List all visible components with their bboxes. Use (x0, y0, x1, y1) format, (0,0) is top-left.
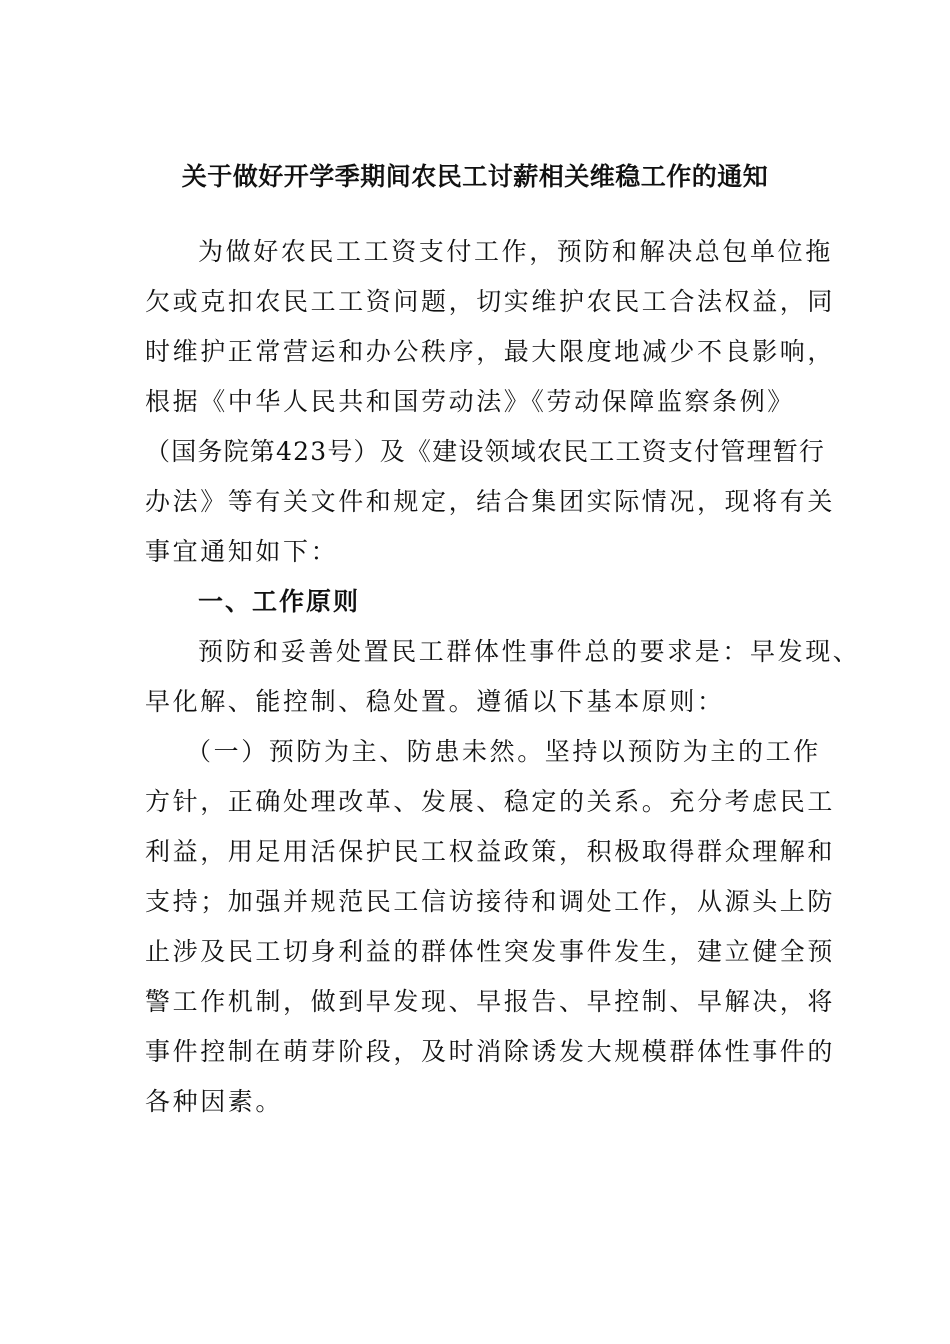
section1-line-1: 预防和妥善处置民工群体性事件总的要求是：早发现、 (198, 637, 861, 666)
intro-line-7: 事宜通知如下： (145, 537, 339, 566)
item1-line-7: 事件控制在萌芽阶段，及时消除诱发大规模群体性事件的 (145, 1037, 836, 1066)
section-heading-principles: 一、工作原则 (198, 587, 361, 616)
intro-line-2: 欠或克扣农民工工资问题，切实维护农民工合法权益，同 (145, 287, 836, 316)
section1-line-2: 早化解、能控制、稳处置。遵循以下基本原则： (145, 687, 725, 716)
item1-line-2: 方针，正确处理改革、发展、稳定的关系。充分考虑民工 (145, 787, 836, 816)
intro-line-1: 为做好农民工工资支付工作，预防和解决总包单位拖 (198, 237, 833, 266)
item1-line-5: 止涉及民工切身利益的群体性突发事件发生，建立健全预 (145, 937, 836, 966)
item1-line-1: （一）预防为主、防患未然。坚持以预防为主的工作 (186, 737, 821, 766)
intro-line-5: （国务院第423号）及《建设领域农民工工资支付管理暂行 (145, 437, 826, 466)
item1-line-6: 警工作机制，做到早发现、早报告、早控制、早解决，将 (145, 987, 836, 1016)
intro-line-4: 根据《中华人民共和国劳动法》《劳动保障监察条例》 (145, 387, 795, 416)
item1-line-3: 利益，用足用活保护民工权益政策，积极取得群众理解和 (145, 837, 836, 866)
intro-line-3: 时维护正常营运和办公秩序，最大限度地减少不良影响， (145, 337, 836, 366)
item1-line-4: 支持；加强并规范民工信访接待和调处工作，从源头上防 (145, 887, 836, 916)
intro-line-6: 办法》等有关文件和规定，结合集团实际情况，现将有关 (145, 487, 836, 516)
item1-line-8: 各种因素。 (145, 1087, 284, 1116)
document-title: 关于做好开学季期间农民工讨薪相关维稳工作的通知 (181, 162, 769, 191)
